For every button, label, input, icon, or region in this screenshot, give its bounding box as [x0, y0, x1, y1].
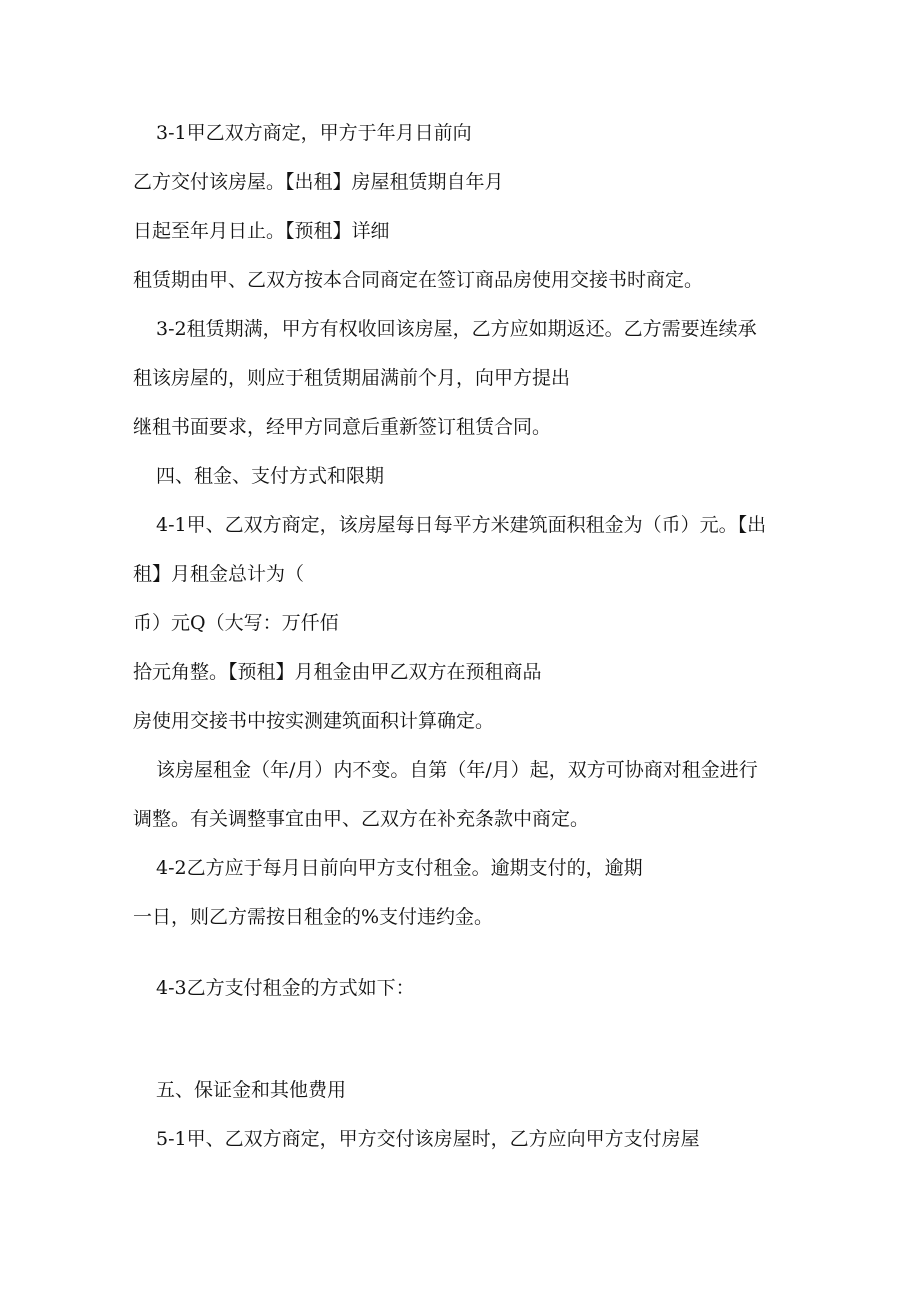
paragraph-3-2-line-2: 租该房屋的，则应于租赁期届满前个月，向甲方提出 — [133, 367, 571, 389]
paragraph-4-1-line-2: 租】月租金总计为（ — [133, 563, 305, 585]
paragraph-3-2-line-1: 3-2租赁期满，甲方有权收回该房屋，乙方应如期返还。乙方需要连续承 — [156, 318, 757, 340]
paragraph-3-1-line-2: 乙方交付该房屋。【出租】房屋租赁期自年月 — [133, 171, 504, 193]
paragraph-3-1-line-1: 3-1甲乙双方商定，甲方于年月日前向 — [156, 122, 472, 144]
paragraph-rent-line-2: 调整。有关调整事宜由甲、乙双方在补充条款中商定。 — [133, 808, 590, 830]
paragraph-3-1-line-3: 日起至年月日止。【预租】详细 — [133, 220, 390, 242]
paragraph-4-1-line-5: 房使用交接书中按实测建筑面积计算确定。 — [133, 710, 495, 732]
paragraph-5-1-line-1: 5-1甲、乙双方商定，甲方交付该房屋时，乙方应向甲方支付房屋 — [156, 1128, 700, 1150]
section-4-heading: 四、租金、支付方式和限期 — [156, 465, 385, 487]
paragraph-4-1-line-3: 币）元Q（大写：万仟佰 — [133, 612, 339, 634]
paragraph-4-1-line-4: 拾元角整。【预租】月租金由甲乙双方在预租商品 — [133, 661, 542, 683]
section-5-heading: 五、保证金和其他费用 — [156, 1079, 347, 1101]
paragraph-3-2-line-3: 继租书面要求，经甲方同意后重新签订租赁合同。 — [133, 416, 552, 438]
paragraph-4-3: 4-3乙方支付租金的方式如下： — [156, 977, 415, 999]
paragraph-rent-line-1: 该房屋租金（年/月）内不变。自第（年/月）起，双方可协商对租金进行 — [156, 759, 758, 781]
paragraph-4-2-line-1: 4-2乙方应于每月日前向甲方支付租金。逾期支付的，逾期 — [156, 857, 643, 879]
paragraph-4-2-line-2: 一日，则乙方需按日租金的%支付违约金。 — [133, 906, 494, 928]
paragraph-4-1-line-1: 4-1甲、乙双方商定，该房屋每日每平方米建筑面积租金为（币）元。【出 — [156, 514, 767, 536]
paragraph-3-1-line-4: 租赁期由甲、乙双方按本合同商定在签订商品房使用交接书时商定。 — [133, 269, 704, 291]
